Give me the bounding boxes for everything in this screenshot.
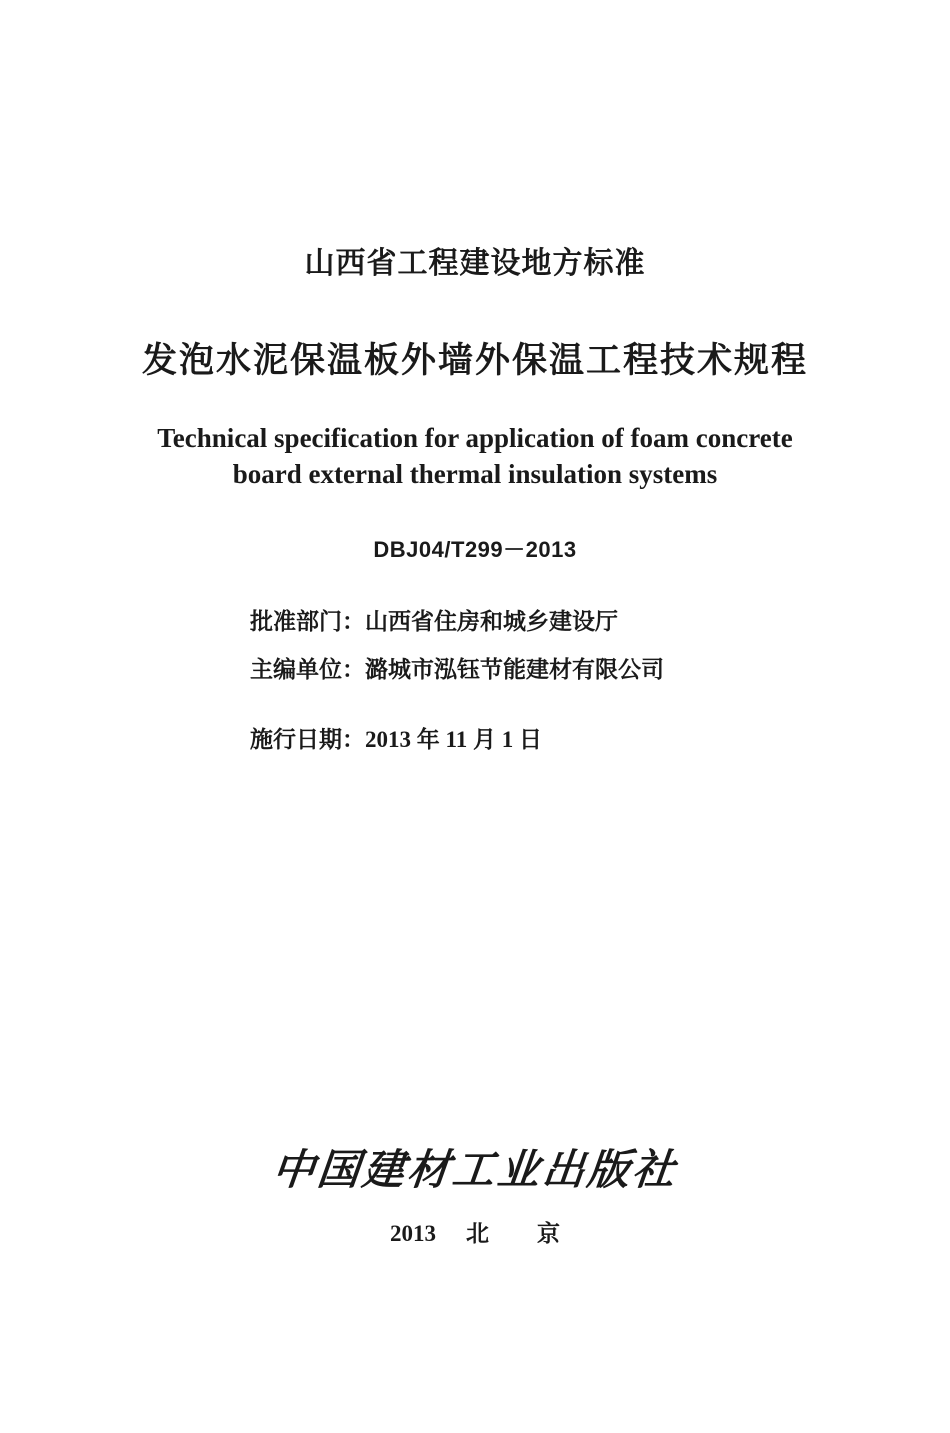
title-english-line-1: Technical specification for application of foam concrete: [157, 423, 793, 453]
imprint-city-2: 京: [537, 1221, 560, 1247]
publisher-name: 中国建材工业出版社: [269, 1145, 681, 1194]
chief-editor-value: 潞城市泓钰节能建材有限公司: [365, 657, 664, 683]
standard-code: DBJ04/T299－2013: [373, 537, 577, 562]
chief-editor-label: 主编单位：: [250, 657, 365, 683]
effective-date-label: 施行日期：: [250, 727, 365, 753]
title-chinese: 发泡水泥保温板外墙外保温工程技术规程: [141, 341, 808, 381]
title-english-line-2: board external thermal insulation systems: [232, 459, 718, 489]
chief-editor-unit: [250, 654, 664, 686]
standard-series: 山西省工程建设地方标准: [304, 246, 646, 281]
approval-label: 批准部门：: [250, 609, 365, 635]
title-english: [0, 420, 950, 492]
approval-value: 山西省住房和城乡建设厅: [365, 609, 618, 635]
effective-date: [250, 724, 542, 756]
imprint: [0, 1218, 950, 1250]
effective-date-value: 2013 年 11 月 1 日: [365, 727, 542, 752]
imprint-year: 2013: [390, 1221, 436, 1246]
approval-department: [250, 606, 618, 638]
imprint-city-1: 北: [466, 1221, 489, 1247]
